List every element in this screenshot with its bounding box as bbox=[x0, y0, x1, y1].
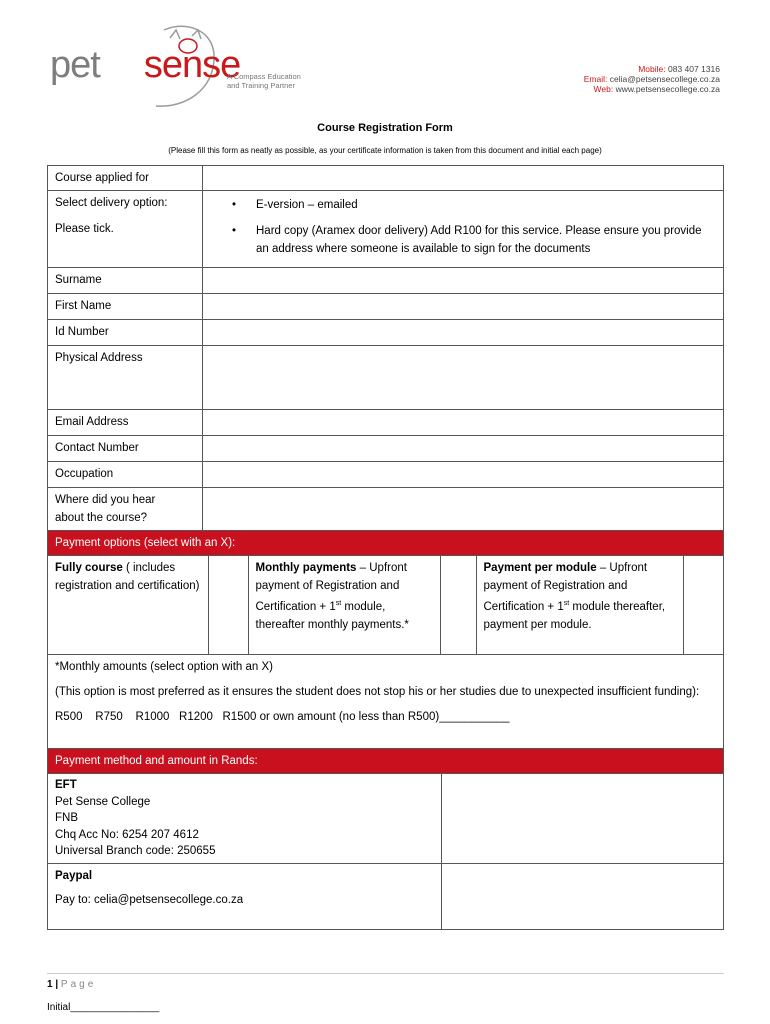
page-number: 1 | Page bbox=[47, 979, 97, 990]
email-address-field[interactable] bbox=[203, 410, 724, 436]
delivery-option-hardcopy[interactable]: • Hard copy (Aramex door delivery) Add R100 for this service. Please ensure you provide an address where someone is available to sign for the documents bbox=[232, 225, 702, 255]
payment-options-cell bbox=[48, 556, 724, 655]
where-hear-label: Where did you hear about the course? bbox=[48, 488, 203, 531]
payment-method-cell bbox=[48, 774, 724, 930]
surname-field[interactable] bbox=[203, 268, 724, 294]
logo-tagline: A Compass Education and Training Partner bbox=[227, 72, 301, 90]
contact-block: Mobile: 083 407 1316 Email: celia@petsensecollege.co.za Web: www.petsensecollege.co.za bbox=[583, 64, 720, 94]
course-applied-field[interactable] bbox=[203, 166, 724, 191]
payment-method-header: Payment method and amount in Rands: bbox=[48, 749, 724, 774]
initial-field[interactable]: Initial________________ bbox=[47, 1002, 160, 1013]
where-hear-field[interactable] bbox=[203, 488, 724, 531]
id-number-field[interactable] bbox=[203, 320, 724, 346]
physical-address-label: Physical Address bbox=[48, 346, 203, 410]
eft-details: EFT Pet Sense College FNB Chq Acc No: 6254 207 4612 Universal Branch code: 250655 bbox=[48, 774, 441, 863]
form-title: Course Registration Form bbox=[317, 122, 453, 134]
first-name-field[interactable] bbox=[203, 294, 724, 320]
web-contact: www.petsensecollege.co.za bbox=[615, 84, 720, 94]
id-number-label: Id Number bbox=[48, 320, 203, 346]
course-applied-label: Course applied for bbox=[48, 166, 203, 191]
contact-number-label: Contact Number bbox=[48, 436, 203, 462]
mobile-number: 083 407 1316 bbox=[668, 64, 720, 74]
payment-method-grid bbox=[48, 774, 723, 929]
registration-table bbox=[47, 165, 724, 930]
payment-options-grid bbox=[48, 556, 723, 654]
paypal-amount-field[interactable] bbox=[441, 863, 723, 929]
option-per-module: Payment per module – Upfront payment of Registration and Certification + 1st module thereafter, payment per module. bbox=[476, 556, 683, 654]
delivery-option-eversion[interactable]: • E-version – emailed bbox=[232, 199, 358, 211]
amount-options[interactable]: R500 R750 R1000 R1200 R1500 or own amount (no less than R500)___________ bbox=[55, 711, 510, 723]
email-address-label: Email Address bbox=[48, 410, 203, 436]
footer-divider bbox=[47, 973, 724, 974]
form-note: (Please fill this form as neatly as possible, as your certificate information is taken from this document and initial each page) bbox=[168, 146, 602, 155]
option-per-module-checkbox[interactable] bbox=[683, 556, 723, 654]
monthly-amounts-label: *Monthly amounts (select option with an X) bbox=[55, 661, 273, 673]
first-name-label: First Name bbox=[48, 294, 203, 320]
physical-address-field[interactable] bbox=[203, 346, 724, 410]
surname-label: Surname bbox=[48, 268, 203, 294]
option-monthly-checkbox[interactable] bbox=[440, 556, 476, 654]
option-full-course: Fully course ( includes registration and certification) bbox=[48, 556, 208, 654]
delivery-options-cell[interactable] bbox=[203, 191, 724, 268]
monthly-amounts-cell bbox=[48, 655, 724, 749]
option-monthly: Monthly payments – Upfront payment of Registration and Certification + 1st module, thereafter monthly payments.* bbox=[248, 556, 440, 654]
option-full-course-checkbox[interactable] bbox=[208, 556, 248, 654]
preferred-note: (This option is most preferred as it ensures the student does not stop his or her studies due to unexpected insufficient funding): bbox=[55, 686, 700, 698]
email-contact: celia@petsensecollege.co.za bbox=[609, 74, 720, 84]
delivery-label-cell: Select delivery option: Please tick. bbox=[48, 191, 203, 268]
occupation-label: Occupation bbox=[48, 462, 203, 488]
eft-amount-field[interactable] bbox=[441, 774, 723, 863]
contact-number-field[interactable] bbox=[203, 436, 724, 462]
occupation-field[interactable] bbox=[203, 462, 724, 488]
paypal-details: Paypal Pay to: celia@petsensecollege.co.za bbox=[48, 863, 441, 929]
logo-wordmark: pet sense bbox=[50, 44, 241, 86]
payment-options-header: Payment options (select with an X): bbox=[48, 531, 724, 556]
